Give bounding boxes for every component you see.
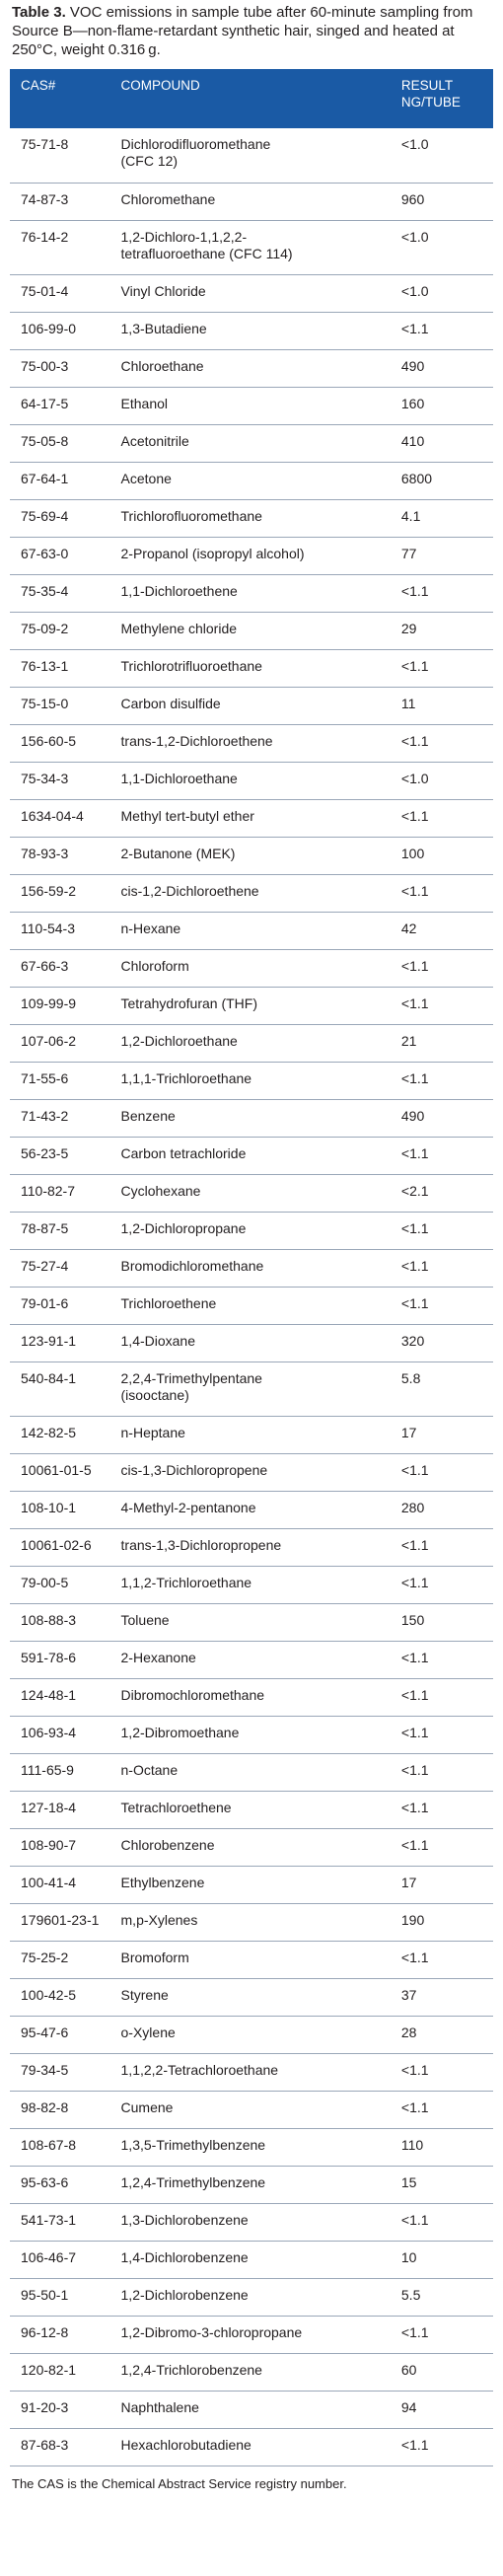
cas-cell: 124-48-1 (10, 1678, 121, 1716)
result-cell: 21 (401, 1024, 493, 1062)
cas-cell: 142-82-5 (10, 1416, 121, 1453)
result-cell: 110 (401, 2128, 493, 2166)
cas-cell: 591-78-6 (10, 1641, 121, 1678)
compound-cell: Bromodichloromethane (121, 1249, 401, 1287)
table-row (10, 874, 493, 912)
cas-cell: 64-17-5 (10, 387, 121, 424)
table-row (10, 1866, 493, 1903)
cas-cell: 71-43-2 (10, 1099, 121, 1137)
result-cell: <1.0 (401, 128, 493, 183)
table-row (10, 1453, 493, 1491)
cas-cell: 108-67-8 (10, 2128, 121, 2166)
result-cell: 60 (401, 2353, 493, 2391)
result-cell: <1.1 (401, 2428, 493, 2466)
compound-cell: 2-Propanol (isopropyl alcohol) (121, 537, 401, 574)
compound-cell: cis-1,2-Dichloroethene (121, 874, 401, 912)
compound-cell: 1,3-Dichlorobenzene (121, 2203, 401, 2241)
cas-cell: 109-99-9 (10, 987, 121, 1024)
table-row (10, 949, 493, 987)
table-caption-text: VOC emissions in sample tube after 60-minute sampling from Source B—non-flame-retardant synthetic hair, singed and heated at 250°C, weight 0.316 g. (12, 4, 473, 58)
table-row (10, 687, 493, 724)
result-cell: 10 (401, 2241, 493, 2278)
cas-cell: 108-88-3 (10, 1603, 121, 1641)
result-cell: <1.1 (401, 987, 493, 1024)
cas-cell: 79-34-5 (10, 2053, 121, 2091)
table-row (10, 1024, 493, 1062)
cas-cell: 75-71-8 (10, 128, 121, 183)
result-cell: 17 (401, 1866, 493, 1903)
table-row (10, 649, 493, 687)
result-cell: <1.1 (401, 1641, 493, 1678)
table-caption-label: Table 3. (12, 4, 66, 21)
compound-cell: 1,1,1-Trichloroethane (121, 1062, 401, 1099)
result-cell: 11 (401, 687, 493, 724)
header-compound: COMPOUND (120, 78, 200, 93)
result-cell: 15 (401, 2166, 493, 2203)
table-row (10, 1641, 493, 1678)
cas-cell: 111-65-9 (10, 1753, 121, 1791)
table-row (10, 1941, 493, 1978)
table-row (10, 2091, 493, 2128)
result-cell: 42 (401, 912, 493, 949)
cas-cell: 110-54-3 (10, 912, 121, 949)
result-cell: <1.1 (401, 1249, 493, 1287)
compound-cell: Bromoform (121, 1941, 401, 1978)
compound-cell: o-Xylene (121, 2016, 401, 2053)
compound-cell: 1,4-Dichlorobenzene (121, 2241, 401, 2278)
compound-cell: 1,2,4-Trichlorobenzene (121, 2353, 401, 2391)
result-cell: 960 (401, 183, 493, 220)
compound-cell: Styrene (121, 1978, 401, 2016)
result-cell: <1.1 (401, 724, 493, 762)
table-row (10, 462, 493, 499)
table-row (10, 387, 493, 424)
result-cell: 280 (401, 1491, 493, 1528)
cas-cell: 120-82-1 (10, 2353, 121, 2391)
result-cell: 160 (401, 387, 493, 424)
table-row (10, 1099, 493, 1137)
table-row (10, 799, 493, 837)
table-row (10, 1324, 493, 1362)
cas-cell: 156-60-5 (10, 724, 121, 762)
table-row (10, 2166, 493, 2203)
cas-cell: 123-91-1 (10, 1324, 121, 1362)
result-cell: <1.1 (401, 574, 493, 612)
result-cell: 490 (401, 1099, 493, 1137)
cas-cell: 96-12-8 (10, 2316, 121, 2353)
result-cell: 320 (401, 1324, 493, 1362)
result-cell: <1.1 (401, 1453, 493, 1491)
cas-cell: 91-20-3 (10, 2391, 121, 2428)
cas-cell: 75-09-2 (10, 612, 121, 649)
result-cell: <1.1 (401, 1716, 493, 1753)
result-cell: <1.0 (401, 762, 493, 799)
table-row (10, 1212, 493, 1249)
compound-cell: trans-1,2-Dichloroethene (121, 724, 401, 762)
result-cell: 29 (401, 612, 493, 649)
compound-cell: Vinyl Chloride (121, 274, 401, 312)
cas-cell: 75-15-0 (10, 687, 121, 724)
table-row (10, 1249, 493, 1287)
table-row (10, 2391, 493, 2428)
cas-cell: 127-18-4 (10, 1791, 121, 1828)
cas-cell: 75-34-3 (10, 762, 121, 799)
table-row (10, 2428, 493, 2466)
result-cell: 5.8 (401, 1362, 493, 1416)
table-row (10, 574, 493, 612)
compound-cell: Trichloroethene (121, 1287, 401, 1324)
result-cell: <1.1 (401, 1941, 493, 1978)
table-row (10, 128, 493, 183)
compound-cell: 1,2,4-Trimethylbenzene (121, 2166, 401, 2203)
cas-cell: 10061-02-6 (10, 1528, 121, 1566)
table-body (10, 128, 493, 2466)
cas-cell: 107-06-2 (10, 1024, 121, 1062)
compound-cell: 1,2-Dibromo-3-chloropropane (121, 2316, 401, 2353)
cas-cell: 78-87-5 (10, 1212, 121, 1249)
compound-cell: 1,2-Dichloroethane (121, 1024, 401, 1062)
table-row (10, 837, 493, 874)
result-cell: <1.1 (401, 312, 493, 349)
cas-cell: 75-69-4 (10, 499, 121, 537)
table-row (10, 312, 493, 349)
result-cell: 28 (401, 2016, 493, 2053)
table-row (10, 183, 493, 220)
cas-cell: 67-63-0 (10, 537, 121, 574)
cas-cell: 76-13-1 (10, 649, 121, 687)
cas-cell: 541-73-1 (10, 2203, 121, 2241)
table-row (10, 987, 493, 1024)
table-row (10, 612, 493, 649)
table-row (10, 2278, 493, 2316)
table-row (10, 2203, 493, 2241)
voc-table-container (10, 69, 493, 2466)
table-row (10, 912, 493, 949)
compound-cell: 1,3-Butadiene (121, 312, 401, 349)
cas-cell: 106-99-0 (10, 312, 121, 349)
compound-cell: 1,1-Dichloroethene (121, 574, 401, 612)
compound-cell: 1,1-Dichloroethane (121, 762, 401, 799)
cas-cell: 76-14-2 (10, 220, 121, 274)
table-row (10, 1828, 493, 1866)
result-cell: <1.1 (401, 799, 493, 837)
header-result: RESULT NG/TUBE (400, 78, 461, 110)
compound-cell: Acetone (121, 462, 401, 499)
compound-cell: Chloromethane (121, 183, 401, 220)
compound-cell: n-Heptane (121, 1416, 401, 1453)
cas-cell: 95-47-6 (10, 2016, 121, 2053)
table-row (10, 724, 493, 762)
result-cell: <1.1 (401, 649, 493, 687)
result-cell: <1.1 (401, 1137, 493, 1174)
table-row (10, 1287, 493, 1324)
result-cell: 94 (401, 2391, 493, 2428)
table-row (10, 1362, 493, 1416)
compound-cell: Cyclohexane (121, 1174, 401, 1212)
cas-cell: 78-93-3 (10, 837, 121, 874)
table-row (10, 220, 493, 274)
compound-cell: Naphthalene (121, 2391, 401, 2428)
cas-cell: 95-50-1 (10, 2278, 121, 2316)
compound-cell: cis-1,3-Dichloropropene (121, 1453, 401, 1491)
compound-cell: Chloroethane (121, 349, 401, 387)
voc-emissions-table (10, 69, 493, 2466)
compound-cell: Hexachlorobutadiene (121, 2428, 401, 2466)
result-cell: 6800 (401, 462, 493, 499)
cas-cell: 87-68-3 (10, 2428, 121, 2466)
cas-cell: 98-82-8 (10, 2091, 121, 2128)
compound-cell: 1,2-Dichloro-1,1,2,2- tetrafluoroethane (CFC 114) (121, 220, 401, 274)
compound-cell: Cumene (121, 2091, 401, 2128)
compound-cell: Benzene (121, 1099, 401, 1137)
table-row (10, 2128, 493, 2166)
result-cell: <1.1 (401, 949, 493, 987)
table-row (10, 2053, 493, 2091)
compound-cell: Carbon disulfide (121, 687, 401, 724)
table-row (10, 424, 493, 462)
table-row (10, 537, 493, 574)
table-header (10, 69, 493, 128)
compound-cell: Carbon tetrachloride (121, 1137, 401, 1174)
result-cell: <1.1 (401, 874, 493, 912)
header-row (10, 69, 493, 128)
table-row (10, 1678, 493, 1716)
result-cell: <1.1 (401, 1828, 493, 1866)
cas-cell: 540-84-1 (10, 1362, 121, 1416)
result-cell: <1.1 (401, 1791, 493, 1828)
result-cell: <1.1 (401, 2316, 493, 2353)
result-cell: <1.1 (401, 1287, 493, 1324)
compound-cell: Tetrachloroethene (121, 1791, 401, 1828)
cas-cell: 71-55-6 (10, 1062, 121, 1099)
result-cell: 100 (401, 837, 493, 874)
table-row (10, 1978, 493, 2016)
cas-cell: 10061-01-5 (10, 1453, 121, 1491)
result-cell: <1.1 (401, 1753, 493, 1791)
cas-cell: 106-46-7 (10, 2241, 121, 2278)
table-row (10, 2316, 493, 2353)
table-row (10, 1416, 493, 1453)
cas-cell: 106-93-4 (10, 1716, 121, 1753)
compound-cell: Acetonitrile (121, 424, 401, 462)
compound-cell: Tetrahydrofuran (THF) (121, 987, 401, 1024)
result-cell: <1.1 (401, 2091, 493, 2128)
cas-cell: 79-00-5 (10, 1566, 121, 1603)
table-row (10, 2353, 493, 2391)
compound-cell: 2-Hexanone (121, 1641, 401, 1678)
cas-cell: 95-63-6 (10, 2166, 121, 2203)
cas-cell: 75-25-2 (10, 1941, 121, 1978)
cas-cell: 75-35-4 (10, 574, 121, 612)
result-cell: 4.1 (401, 499, 493, 537)
compound-cell: 2,2,4-Trimethylpentane (isooctane) (121, 1362, 401, 1416)
result-cell: <1.1 (401, 1062, 493, 1099)
table-row (10, 1753, 493, 1791)
cas-cell: 75-01-4 (10, 274, 121, 312)
result-cell: 77 (401, 537, 493, 574)
compound-cell: m,p-Xylenes (121, 1903, 401, 1941)
compound-cell: trans-1,3-Dichloropropene (121, 1528, 401, 1566)
result-cell: <1.1 (401, 1566, 493, 1603)
cas-cell: 67-66-3 (10, 949, 121, 987)
compound-cell: 1,2-Dichloropropane (121, 1212, 401, 1249)
result-cell: <1.1 (401, 2053, 493, 2091)
table-row (10, 499, 493, 537)
compound-cell: 1,4-Dioxane (121, 1324, 401, 1362)
cas-cell: 108-90-7 (10, 1828, 121, 1866)
cas-cell: 67-64-1 (10, 462, 121, 499)
cas-cell: 100-41-4 (10, 1866, 121, 1903)
compound-cell: Ethanol (121, 387, 401, 424)
table-row (10, 1491, 493, 1528)
cas-cell: 75-00-3 (10, 349, 121, 387)
table-row (10, 274, 493, 312)
table-caption (0, 0, 503, 69)
result-cell: <1.0 (401, 274, 493, 312)
compound-cell: 1,2-Dichlorobenzene (121, 2278, 401, 2316)
compound-cell: n-Hexane (121, 912, 401, 949)
result-cell: <1.1 (401, 1212, 493, 1249)
cas-cell: 156-59-2 (10, 874, 121, 912)
table-row (10, 2241, 493, 2278)
compound-cell: 2-Butanone (MEK) (121, 837, 401, 874)
compound-cell: Chloroform (121, 949, 401, 987)
compound-cell: 1,3,5-Trimethylbenzene (121, 2128, 401, 2166)
table-row (10, 762, 493, 799)
table-row (10, 1603, 493, 1641)
table-row (10, 1716, 493, 1753)
table-row (10, 1174, 493, 1212)
compound-cell: Trichlorotrifluoroethane (121, 649, 401, 687)
compound-cell: Dichlorodifluoromethane (CFC 12) (121, 128, 401, 183)
cas-cell: 79-01-6 (10, 1287, 121, 1324)
table-row (10, 1791, 493, 1828)
result-cell: 150 (401, 1603, 493, 1641)
compound-cell: 1,1,2-Trichloroethane (121, 1566, 401, 1603)
table-footnote: The CAS is the Chemical Abstract Service registry number. (12, 2475, 347, 2491)
cas-cell: 108-10-1 (10, 1491, 121, 1528)
cas-cell: 75-05-8 (10, 424, 121, 462)
compound-cell: 4-Methyl-2-pentanone (121, 1491, 401, 1528)
cas-cell: 100-42-5 (10, 1978, 121, 2016)
result-cell: <2.1 (401, 1174, 493, 1212)
result-cell: 490 (401, 349, 493, 387)
table-row (10, 1062, 493, 1099)
result-cell: <1.1 (401, 1678, 493, 1716)
cas-cell: 1634-04-4 (10, 799, 121, 837)
compound-cell: Dibromochloromethane (121, 1678, 401, 1716)
compound-cell: 1,2-Dibromoethane (121, 1716, 401, 1753)
table-row (10, 2016, 493, 2053)
result-cell: <1.1 (401, 1528, 493, 1566)
table-row (10, 1137, 493, 1174)
result-cell: 17 (401, 1416, 493, 1453)
table-row (10, 1528, 493, 1566)
header-cas: CAS# (21, 78, 56, 93)
table-row (10, 1903, 493, 1941)
result-cell: 190 (401, 1903, 493, 1941)
table-row (10, 349, 493, 387)
compound-cell: Methylene chloride (121, 612, 401, 649)
compound-cell: Chlorobenzene (121, 1828, 401, 1866)
result-cell: <1.0 (401, 220, 493, 274)
result-cell: 37 (401, 1978, 493, 2016)
cas-cell: 56-23-5 (10, 1137, 121, 1174)
result-cell: 410 (401, 424, 493, 462)
compound-cell: Ethylbenzene (121, 1866, 401, 1903)
cas-cell: 179601-23-1 (10, 1903, 121, 1941)
table-row (10, 1566, 493, 1603)
compound-cell: Toluene (121, 1603, 401, 1641)
compound-cell: n-Octane (121, 1753, 401, 1791)
cas-cell: 75-27-4 (10, 1249, 121, 1287)
result-cell: <1.1 (401, 2203, 493, 2241)
result-cell: 5.5 (401, 2278, 493, 2316)
compound-cell: 1,1,2,2-Tetrachloroethane (121, 2053, 401, 2091)
compound-cell: Trichlorofluoromethane (121, 499, 401, 537)
compound-cell: Methyl tert-butyl ether (121, 799, 401, 837)
cas-cell: 110-82-7 (10, 1174, 121, 1212)
cas-cell: 74-87-3 (10, 183, 121, 220)
